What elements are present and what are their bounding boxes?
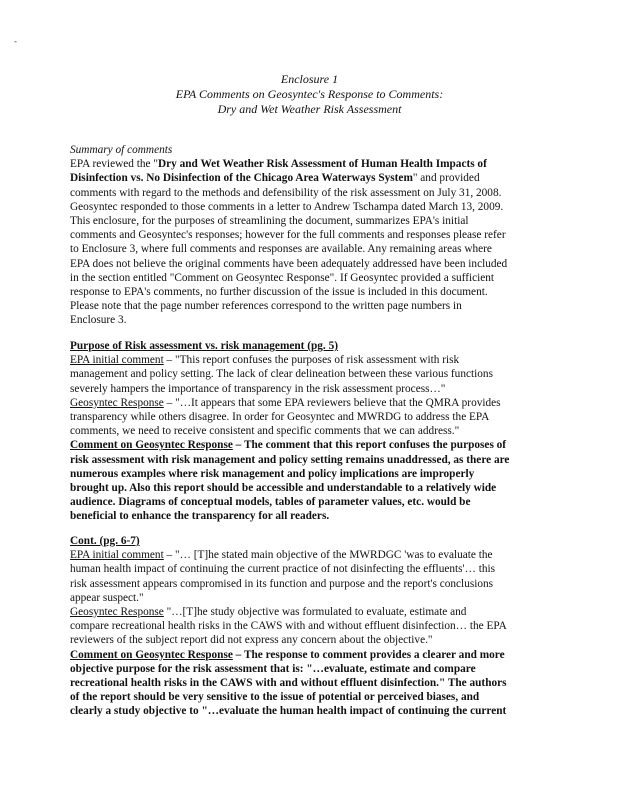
epa-comment-label: EPA initial comment	[70, 549, 164, 562]
summary-line: Please note that the page number references correspond to the written page numbers in	[70, 300, 462, 313]
summary-line: EPA reviewed the "Dry and Wet Weather Risk Assessment of Human Health Impacts of	[70, 158, 487, 171]
section-continued	[70, 534, 560, 719]
summary-line: Enclosure 3.	[70, 314, 127, 327]
comment-line: beneficial to enhance the transparency for all readers.	[70, 510, 330, 523]
epa-comment-line: EPA initial comment – "… [T]he stated main objective of the MWRDGC 'was to evaluate the	[70, 549, 493, 562]
comment-line: objective purpose for the risk assessment that is: "…evaluate, estimate and compare	[70, 662, 476, 675]
comment-line: audience. Diagrams of conceptual models, tables of parameter values, etc. would be	[70, 496, 471, 509]
epa-comment-line: EPA initial comment – "This report confuses the purposes of risk assessment with risk	[70, 354, 460, 367]
enclosure-title: Enclosure 1	[280, 72, 339, 86]
summary-line: to Enclosure 3, where full comments and responses are available. Any remaining areas where	[70, 243, 492, 256]
summary-section	[70, 143, 560, 328]
comment-line: Comment on Geosyntec Response – The response to comment provides a clearer and more	[70, 648, 505, 661]
document-subtitle: Dry and Wet Weather Risk Assessment	[217, 102, 402, 116]
summary-line: EPA does not believe the original comments have been adequately addressed have been included	[70, 257, 508, 270]
summary-line: This enclosure, for the purposes of streamlining the document, summarizes EPA's initial	[70, 215, 469, 228]
comment-line: clearly a study objective to "…evaluate the human health impact of continuing the current	[70, 705, 507, 718]
corner-mark: -	[14, 36, 17, 46]
geosyntec-response-line: comments, we need to receive consistent and specific comments that we can address."	[70, 425, 460, 438]
geosyntec-response-line: Geosyntec Response – "…It appears that some EPA reviewers believe that the QMRA provides	[70, 396, 501, 409]
summary-line: in the section entitled "Comment on Geosyntec Response". If Geosyntec provided a sufficient	[70, 271, 495, 284]
summary-line: Disinfection vs. No Disinfection of the Chicago Area Waterways System" and provided	[70, 172, 480, 185]
geosyntec-response-line: Geosyntec Response "…[T]he study objective was formulated to evaluate, estimate and	[70, 606, 467, 619]
summary-line: comments and Geosyntec's responses; however for the full comments and responses please refer	[70, 229, 506, 242]
comment-line: numerous examples where risk management and policy implications are improperly	[70, 467, 475, 480]
summary-line: comments with regard to the methods and defensibility of the risk assessment on July 31, 2008.	[70, 186, 502, 199]
comment-line: of the report should be very sensitive to the issue of potential or perceived biases, and	[70, 691, 480, 704]
epa-comment-line: severely hampers the importance of transparency in the risk assessment process…"	[70, 382, 446, 395]
summary-line: response to EPA's comments, no further discussion of the issue is included in this document.	[70, 286, 488, 299]
report-title-bold: Dry and Wet Weather Risk Assessment of Human Health Impacts of	[157, 158, 487, 171]
comment-line: risk assessment with risk management and policy setting remains unaddressed, as there are	[70, 453, 510, 466]
epa-comment-line: appear suspect."	[70, 591, 144, 604]
comment-label: Comment on Geosyntec Response	[70, 439, 233, 452]
section-heading: Cont. (pg. 6-7)	[70, 535, 140, 547]
geosyntec-response-line: reviewers of the subject report did not express any concern about the objective."	[70, 634, 433, 647]
geosyntec-response-label: Geosyntec Response	[70, 396, 164, 409]
comment-label: Comment on Geosyntec Response	[70, 648, 233, 661]
epa-comment-label: EPA initial comment	[70, 354, 164, 367]
document-title: EPA Comments on Geosyntec's Response to Comments:	[175, 87, 444, 101]
epa-comment-line: management and policy setting. The lack of clear delineation between these various functions	[70, 368, 493, 381]
section-heading: Purpose of Risk assessment vs. risk management (pg. 5)	[70, 340, 338, 352]
geosyntec-response-line: transparency while others disagree. In order for Geosyntec and MWRDG to address the EPA	[70, 411, 490, 424]
comment-line: Comment on Geosyntec Response – The comment that this report confuses the purposes of	[70, 439, 507, 452]
geosyntec-response-line: compare recreational health risks in the CAWS with and without effluent disinfection… the EPA	[70, 620, 507, 633]
section-purpose	[70, 339, 560, 524]
comment-line: brought up. Also this report should be accessible and understandable to a relatively wide	[70, 482, 497, 495]
summary-heading: Summary of comments	[70, 144, 173, 156]
epa-comment-line: risk assessment appears compromised in its function and purpose and the report's conclusions	[70, 577, 494, 590]
report-title-bold: Disinfection vs. No Disinfection of the Chicago Area Waterways System	[70, 172, 413, 185]
summary-line: Geosyntec responded to those comments in a letter to Andrew Tschampa dated March 13, 2009.	[70, 200, 504, 213]
geosyntec-response-label: Geosyntec Response	[70, 606, 164, 619]
comment-line: recreational health risks in the CAWS with and without effluent disinfection." The authors	[70, 677, 507, 690]
epa-comment-line: human health impact of continuing the current practice of not disinfecting the effluents'… this	[70, 563, 496, 576]
